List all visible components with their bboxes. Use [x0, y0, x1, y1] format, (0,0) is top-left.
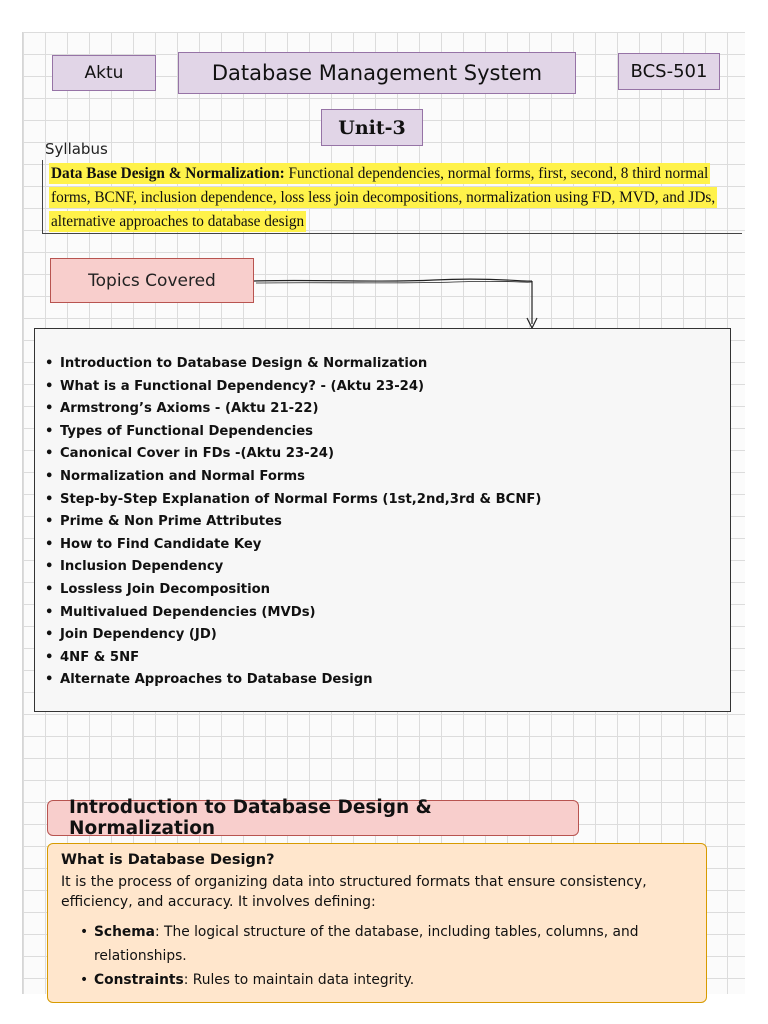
topic-text: How to Find Candidate Key [60, 536, 262, 552]
syllabus-label: Syllabus [45, 140, 108, 158]
topic-text: Normalization and Normal Forms [60, 468, 306, 484]
topic-item [45, 579, 541, 602]
bullet-term: Constraints [94, 972, 184, 988]
topic-text: Join Dependency (JD) [60, 627, 217, 643]
topic-item [45, 602, 541, 625]
intro-bullet [80, 968, 680, 992]
topic-text: Canonical Cover in FDs -(Aktu 23-24) [60, 446, 334, 462]
topic-text: 4NF & 5NF [60, 649, 140, 665]
title-label: Database Management System [211, 61, 543, 85]
section-heading [47, 797, 579, 839]
bullet-dot-icon: • [45, 559, 54, 575]
topic-text: Types of Functional Dependencies [60, 423, 314, 439]
bullet-dot-icon: • [45, 649, 54, 665]
unit-label [321, 109, 423, 146]
bullet-dot-icon: • [80, 972, 89, 988]
bullet-dot-icon: • [45, 401, 54, 417]
bullet-dot-icon: • [45, 446, 54, 462]
bullet-text: : The logical structure of the database, including tables, columns, and [154, 924, 639, 940]
bullet-text: : Rules to maintain data integrity. [183, 972, 415, 988]
bullet-dot-icon: • [45, 536, 54, 552]
topics-covered-box [50, 258, 254, 303]
topic-text: Prime & Non Prime Attributes [60, 514, 282, 530]
topic-item [45, 376, 541, 399]
topics-panel [34, 328, 731, 712]
topic-text: Step-by-Step Explanation of Normal Forms (1st,2nd,3rd & BCNF) [60, 491, 542, 507]
course-code [618, 53, 720, 90]
topic-item [45, 398, 541, 421]
bullet-term: Schema [94, 924, 155, 940]
unit-text: Unit-3 [338, 116, 406, 139]
intro-bullet-list [80, 920, 680, 992]
bullet-dot-icon: • [45, 378, 54, 394]
topic-item [45, 353, 541, 376]
bullet-dot-icon: • [45, 514, 54, 530]
bullet-text-continued: relationships. [94, 948, 187, 964]
page-title [178, 52, 576, 94]
intro-bullet [80, 920, 680, 968]
intro-paragraph: It is the process of organizing data into structured formats that ensure consistency, efficiency, and accuracy. It involves defining: [61, 874, 647, 910]
topic-item [45, 534, 541, 557]
topic-item [45, 511, 541, 534]
topic-item [45, 669, 541, 692]
bullet-dot-icon: • [45, 672, 54, 688]
topic-item [45, 443, 541, 466]
topic-item [45, 421, 541, 444]
bullet-dot-icon: • [45, 356, 54, 371]
topics-list [45, 353, 541, 692]
topic-text: Introduction to Database Design & Normalization [60, 356, 428, 371]
bullet-dot-icon: • [45, 491, 54, 507]
course-code-label: BCS-501 [630, 61, 708, 82]
topic-text: Inclusion Dependency [60, 559, 224, 575]
topic-text: Armstrong’s Axioms - (Aktu 21-22) [60, 401, 319, 417]
bullet-dot-icon: • [45, 423, 54, 439]
syllabus-text [49, 162, 739, 234]
topic-item [45, 624, 541, 647]
bullet-dot-icon: • [45, 468, 54, 484]
topic-text: Lossless Join Decomposition [60, 581, 271, 597]
bullet-dot-icon: • [45, 581, 54, 597]
topic-text: What is a Functional Dependency? - (Aktu 23-24) [60, 378, 425, 394]
topic-item [45, 556, 541, 579]
topics-covered-label: Topics Covered [88, 270, 216, 291]
topic-item [45, 647, 541, 670]
bullet-dot-icon: • [45, 604, 54, 620]
bullet-dot-icon: • [80, 924, 89, 940]
topic-text: Alternate Approaches to Database Design [60, 672, 373, 688]
intro-question: What is Database Design? [61, 852, 275, 868]
aktu-tag [52, 55, 156, 91]
syllabus-body: Functional dependencies, normal forms, first, second, 8 third normal forms, BCNF, inclusion dependence, loss less join decompositions, normalization using FD, MVD, and JDs, alternative approaches to database design [51, 165, 716, 230]
aktu-label: Aktu [84, 63, 124, 83]
syllabus-heading: Data Base Design & Normalization: [51, 165, 285, 182]
section-heading-text: Introduction to Database Design & Normalization [69, 797, 432, 839]
topic-item [45, 466, 541, 489]
connector-arrow-icon [254, 272, 544, 334]
bullet-dot-icon: • [45, 627, 54, 643]
topic-item [45, 489, 541, 512]
topic-text: Multivalued Dependencies (MVDs) [60, 604, 316, 620]
